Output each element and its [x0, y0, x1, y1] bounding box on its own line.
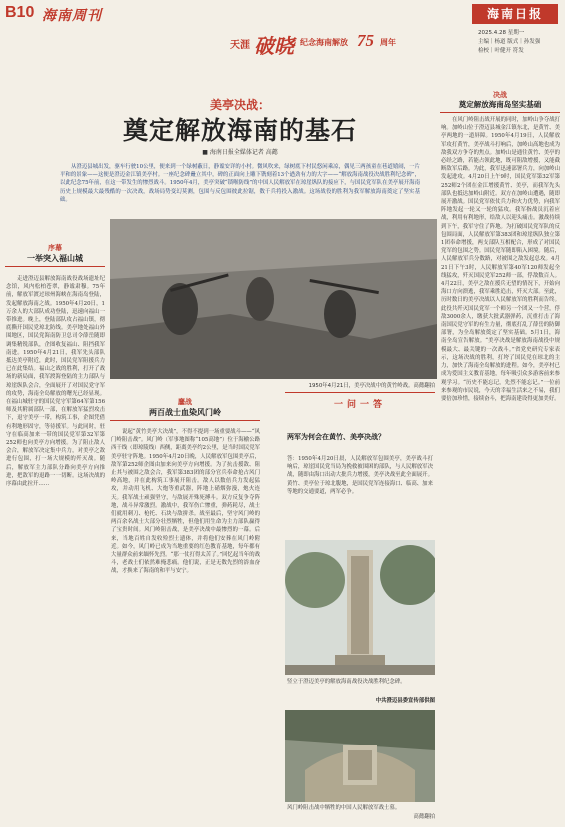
paper-logo: 海南日报	[472, 4, 558, 24]
lede-paragraph: 从澄迈县城出发，驱车行驶10公里，便来到一个绿树蔽日，静谧安详的小村。微风吹来，绿树底下村民悠闲乘凉，偶见三两孩童在巷道嬉闹，一片平和的景象——这便是澄迈金江镇美亭村。一座纪念碑矗立其中，碑的正面向上雕下镌刻着13个遒劲有力的大字——“解放海南战役决战胜利纪念碑”，以此纪念75年前，在这一带发生的惨烈战斗。1950年4月，美亭突破“锁喉防线”的中国人民解放军在琼崖纵队的接应下，与国民党军队在美亭展开海南历史上规模最大最残酷的一次决战，战场局势变幻莫测，包围与反包围彼此拉锯，数千兵将投入激战。这场战役的胜利为我军解放海南奠定了坚实基础。	[60, 164, 420, 203]
section3-title: 奠定解放海南岛坚实基础	[440, 99, 560, 113]
headline-kicker: 美亭决战：	[209, 98, 270, 112]
tomb-credit: 高懿翻拍	[413, 814, 435, 820]
anniversary-banner	[230, 30, 420, 58]
monument-photo	[285, 540, 435, 675]
section2-title: 两百战士血染风门岭	[110, 407, 260, 421]
monument-caption: 竖立于澄迈美亭的解放海南战役决战胜利纪念碑。	[287, 679, 406, 685]
monument-credit: 中共澄迈县委宣传部供图	[375, 698, 435, 704]
banner-suffix: 周年	[380, 38, 396, 47]
editor-line-1: 主编｜杨道 版式｜孙发强	[478, 39, 541, 45]
issue-date: 2025.4.28 星期一	[478, 30, 525, 36]
section1-body: 走进澄迈县解放海南战役战场遗址纪念馆，风内松柏苍翠，静谧肃穆。75年前，解放军渡过琼州海峡在海南岛登陆，发起解放海南之战。1950年4月20日，1万余人的大部队成功登陆，迅速向福山一带推进。晚上，登陆部队攻占福山镇，彻底撕开国民党琼北防线。美亭地处福山外围地区，国民党海南防卫总司令薛岳随即调集精锐部队，企图收复福山、阻挡我军南进。1950年4月21日，我军先头部队抵达美亭附近，此时，国民党军阻援兵力已在此集结。福山之战的胜利，打开了战场的新局面，我军渡海登陆的主力部队与琼崖纵队会合，全面展开了对国民党守军的攻势，海南全岛解放的曙光已经显现。在福山城驻守的国民党守军第64军第156师及其附属部队一部，在解放军猛烈攻击下，退守美亭一带，构筑工事，企图凭借有利地形固守，等待援军。与此同时，驻守在临高加来一带的国民党军第32军第252师也向美亭方向增援。为了阻止敌人会合，解放军决定集中兵力，对美亭之敌进行包围，打一场大规模的歼灭战。随后，解放军主力部队分路向美亭方向推进，把敌军的退路一一切断。这场决战的序幕由此拉开……	[6, 276, 105, 488]
tomb-caption: 风门岭阻击战中牺牲的中国人民解放军战士墓。	[287, 805, 401, 811]
page-number: B10	[5, 4, 35, 21]
section-title: 海南周刊	[42, 8, 102, 24]
battle-photo-caption: 1950年4月21日，美亭决战中的黄竹岭战。高懿翻拍	[308, 383, 435, 389]
banner-prefix: 天涯	[230, 40, 250, 51]
headline: 奠定解放海南的基石	[122, 116, 357, 145]
qa-answer: 答：1950年4月20日晨，人民解放军包围美亭，美亭战斗打响后，琼崖国民党当局为挽救被围困的部队，与人民解放军决战，随即由海口出动大批兵力增援，美亭决战至此全面展开。黄竹、美亭位于琼北腹地，是国民党军连接海口、临高、加来等地的交通要道，两军必争。	[287, 456, 433, 495]
section1-title: 一举突入福山城	[5, 253, 105, 267]
banner-main: 破晓	[254, 34, 294, 58]
banner-sub: 纪念海南解放	[300, 38, 348, 47]
battle-photo	[110, 219, 437, 379]
qa-sidebar	[285, 392, 435, 533]
editor-line-2: 检校｜叶健开 符发	[478, 48, 524, 54]
section2-tag: 鏖战	[178, 397, 192, 406]
section1-tag: 序幕	[48, 243, 62, 252]
qa-tag: 一问一答	[333, 400, 386, 410]
qa-question: 两军为何会在黄竹、美亭决战？	[287, 433, 385, 441]
byline: ■ 海南日报全媒体记者 高懿	[202, 149, 278, 156]
section2-body: 说起“黄竹美亭大决战”，不得不提到一场重要战斗——“风门岭阻击战”。风门岭（军事地图称“105高地”）位于海榆公路西干线（即琼陵线）西侧，距离美亭约2公里，是当时国民党军美亭驻守阵地。1950年4月20日晚，人民解放军包围美亭后，敌军第252师企图由加来向美亭方向增援。为了抗击援敌、阻止其与被围之敌会合，我军第383团的部分官兵奉命抢占风门岭高地，并在此构筑工事展开阻击。敌人以数倍兵力发起猛攻，并动用飞机、大炮等重武器，阵地上硝烟弥漫，炮火连天。我军战士顽强坚守，与敌展开殊死搏斗。双方反复争夺阵地，战斗异常激烈。激战中，我军伤亡惨重，弹药耗尽，战士们就用刺刀、枪托、石块与敌拼杀。战至最后，坚守风门岭的两百余名战士大部分壮烈牺牲，但他们用生命为主力部队赢得了宝贵时间。风门岭阻击战，是美亭决战中最惨烈的一幕。后来，当地百姓自发收殓烈士遗体，并将他们安葬在风门岭附近。如今，风门岭已成为当地重要的红色教育基地，每年都有大量群众前来缅怀先烈。“那一仗打得太苦了。”回忆起当年的战斗，老战士们依然难掩悲痛。他们说，正是无数先烈的浴血奋战，才换来了海南的和平与安宁。	[111, 429, 260, 575]
tomb-photo	[285, 710, 435, 802]
banner-years: 75	[357, 31, 374, 50]
section3-body: 在风门岭阻击战开展的同时，加岭山争夺战打响。加岭山位于澄迈县城金江镇东北，是黄竹、美亭两地的一道屏障。1950年4月19日，人民解放军攻打黄竹，美亭战斗打响后，加岭山高地也成为敌我双方争夺的焦点。加岭山是通往黄竹、美亭的必经之路，若能占领此地，既可阻敌增援，又能截断敌军后路。为此，我军迅速部署兵力，向加岭山发起进攻。4月20日上午9时，国民党军第32军第252师2个团在金江增援黄竹、美亭，而我军先头部队也抵达加岭山附近。双方在加岭山遭遇，随即展开激战。国民党军依仗兵力和火力优势，向我军阵地发起一轮又一轮的猛攻。我军指战员沉着应战，利用有利地形，给敌人以迎头痛击。激战持续到下午，我军守住了阵地。为打破国民党军队的反包围局面，人民解放军第383团和琼崖纵队独立第1团奉命增援，两支部队互相配合，形成了对国民党军的包围之势。国民党军随即陷入困境。随后，人民解放军兵分数路，对被围之敌发起总攻。4月21日下午3时，人民解放军第40军120师发起全线猛攻，歼灭国民党军252师一部，俘敌数百人。4月22日，美亭之敌在援兵无望的情况下，开始向海口方向溃逃，我军乘胜追击，歼灭大部。至此，历时数日的美亭决战以人民解放军的胜利而告终。此役共歼灭国民党军一个师另一个团又一个营，俘敌3000余人，缴获大批武器弹药，沉重打击了海南国民党守军的有生力量，彻底打乱了薛岳的防御部署，为全岛解放奠定了坚实基础。5月1日，海南全岛宣告解放。“美亭决战是解放海南战役中规模最大、最关键的一次战斗。”省党史研究专家表示，这场决战的胜利，打垮了国民党在琼北的主力，加快了海南全岛解放的进程。如今，美亭村已成为爱国主义教育基地，每年吸引众多游客前来参观学习。“历史不能忘记，先烈不能忘记。”一位前来参观的市民说，今天的幸福生活来之不易，我们要倍加珍惜，接续奋斗，把海南建设得更加美好。	[441, 117, 560, 402]
section3-tag: 决战	[493, 90, 507, 99]
